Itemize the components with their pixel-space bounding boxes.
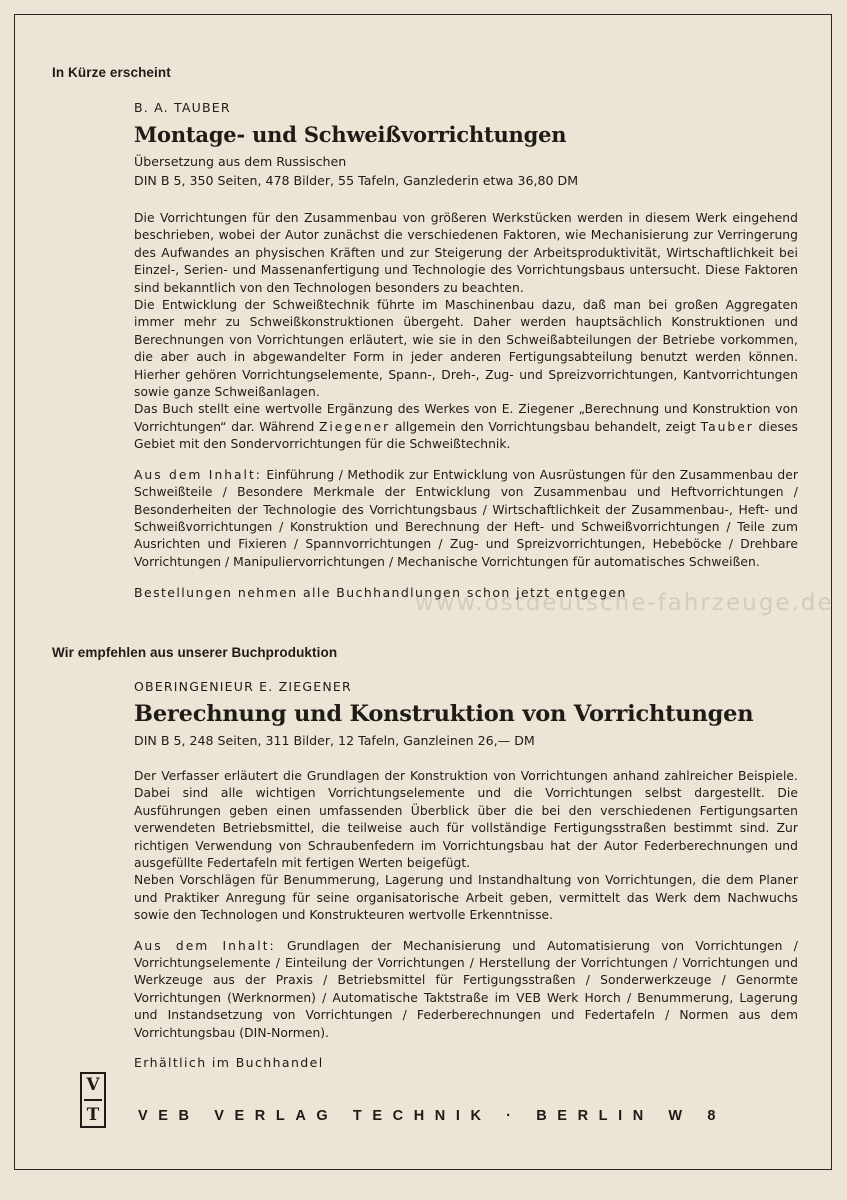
description-paragraph: Das Buch stellt eine wertvolle Ergänzung des Werkes von E. Ziegener „Berechnung und Konstruktion von Vorrichtungen“ dar. Während Ziegener allgemein den Vorrichtungsbau behandelt, zeigt Tauber dieses Gebiet mit den Sondervorrichtungen für die Schweißtechnik. bbox=[134, 402, 798, 452]
spaced-name: Tauber bbox=[700, 419, 754, 434]
logo-letter-bottom: T bbox=[86, 1104, 100, 1125]
availability-note: Erhältlich im Buchhandel bbox=[134, 1055, 324, 1071]
order-note: Bestellungen nehmen alle Buchhandlungen schon jetzt entgegen bbox=[134, 585, 627, 601]
publisher-imprint: VEB VERLAG TECHNIK · BERLIN W 8 bbox=[138, 1108, 726, 1124]
contents-label: Aus dem Inhalt: bbox=[134, 938, 276, 953]
vt-logo bbox=[80, 1072, 106, 1128]
book-title: Montage- und Schweißvorrichtungen bbox=[134, 122, 567, 147]
book-subtitle: Übersetzung aus dem Russischen bbox=[134, 154, 347, 169]
contents-label: Aus dem Inhalt: bbox=[134, 467, 262, 482]
section-heading-recommend: Wir empfehlen aus unserer Buchproduktion bbox=[52, 645, 338, 660]
description-paragraph: Die Entwicklung der Schweißtechnik führte im Maschinenbau dazu, daß man bei großen Aggregaten immer mehr zu Schweißkonstruktionen übergeht. Daher werden hauptsächlich Konstruktionen und Berechnungen von Vorrichtungen erläutert, wie sie in den Schweißabteilungen der Betriebe vorkommen, die aber auch in abgewandelter Form in jeder anderen Fertigungsabteilung benutzt werden können. Hierher gehören Vorrichtungselemente, Spann-, Dreh-, Zug- und Spreizvorrichtungen, Kantvorrichtungen sowie ganze Schweißanlagen. bbox=[134, 298, 798, 400]
watermark: www.ostdeutsche-fahrzeuge.de bbox=[415, 590, 834, 616]
logo-letter-top: V bbox=[86, 1075, 100, 1096]
book-author: OBERINGENIEUR E. ZIEGENER bbox=[134, 679, 352, 694]
contents-paragraph: Aus dem Inhalt: Grundlagen der Mechanisierung und Automatisierung von Vorrichtungen / Vorrichtungselemente / Einteilung der Vorrichtungen / Herstellung der Vorrichtungen / Vorrichtungen und Werkzeuge aus der Praxis / Betriebsmittel für Fertigungsstraßen / Sonderwerkzeuge / Genormte Vorrichtungen (Werknormen) / Automatische Taktstraße im VEB Werk Horch / Benummerung, Lagerung und Instandsetzung von Vorrichtungen / Federberechnungen und Federtafeln / Normen aus dem Vorrichtungsbau (DIN-Normen). bbox=[134, 938, 798, 1040]
book-title: Berechnung und Konstruktion von Vorrichtungen bbox=[134, 701, 754, 727]
book-meta: DIN B 5, 248 Seiten, 311 Bilder, 12 Tafeln, Ganzleinen 26,— DM bbox=[134, 733, 535, 748]
description-paragraph: Der Verfasser erläutert die Grundlagen der Konstruktion von Vorrichtungen anhand zahlreicher Beispiele. Dabei sind alle wichtigen Vorrichtungselemente und die Vorrichtungen selbst dargestellt. Die Ausführungen geben einen umfassenden Überblick über die bei den verschiedenen Fertigungsarten verwendeten Betriebsmittel, die teilweise auch für vollständige Fertigungsstraßen bestimmt sind. Zur richtigen Verwendung von Schraubenfedern im Vorrichtungsbau hat der Autor Federberechnungen und ausgefüllte Federtafeln mit fertigen Werten beigefügt. bbox=[134, 769, 798, 871]
book-announcement-ziegener bbox=[134, 679, 798, 1071]
description-paragraph: Die Vorrichtungen für den Zusammenbau von größeren Werkstücken werden in diesem Werk eingehend beschrieben, wobei der Autor zunächst die verschiedenen Faktoren, wie Mechanisierung zur Verringerung des Aufwandes an physischen Kräften und zur Steigerung der Arbeitsproduktivität, Wirtschaftlichkeit bei Einzel-, Serien- und Massenanfertigung und Technologie des Vorrichtungsbaus untersucht. Diese Faktoren sind bekanntlich von den Technologen besonders zu beachten. bbox=[134, 211, 798, 295]
book-meta: DIN B 5, 350 Seiten, 478 Bilder, 55 Tafeln, Ganzlederin etwa 36,80 DM bbox=[134, 173, 579, 188]
book-announcement-tauber bbox=[134, 100, 798, 601]
section-heading-upcoming: In Kürze erscheint bbox=[52, 65, 171, 80]
description-paragraph: Neben Vorschlägen für Benummerung, Lagerung und Instandhaltung von Vorrichtungen, die dem Planer und Praktiker Anregung für seine organisatorische Arbeit geben, vermittelt das Werk dem Nachwuchs sowie den Technologen und Konstrukteuren wertvolle Erkenntnisse. bbox=[134, 873, 798, 923]
book-author: B. A. TAUBER bbox=[134, 100, 231, 115]
contents-paragraph: Aus dem Inhalt: Einführung / Methodik zur Entwicklung von Ausrüstungen für den Zusammenbau der Schweißteile / Besondere Merkmale der Entwicklung von Zusammenbau und Heftvorrichtungen / Besonderheiten der Technologie des Vorrichtungsbaus / Wirtschaftlichkeit der Zusammenbau-, Heft- und Schweißvorrichtungen / Konstruktion und Berechnung der Heft- und Schweißvorrichtungen / Teile zum Ausrichten und Fixieren / Spannvorrichtungen / Zug- und Spreizvorrichtungen, Hebeböcke / Drehbare Vorrichtungen / Manipuliervorrichtungen / Mechanische Vorrichtungen für automatisches Schweißen. bbox=[134, 467, 798, 569]
spaced-name: Ziegener bbox=[318, 419, 391, 434]
